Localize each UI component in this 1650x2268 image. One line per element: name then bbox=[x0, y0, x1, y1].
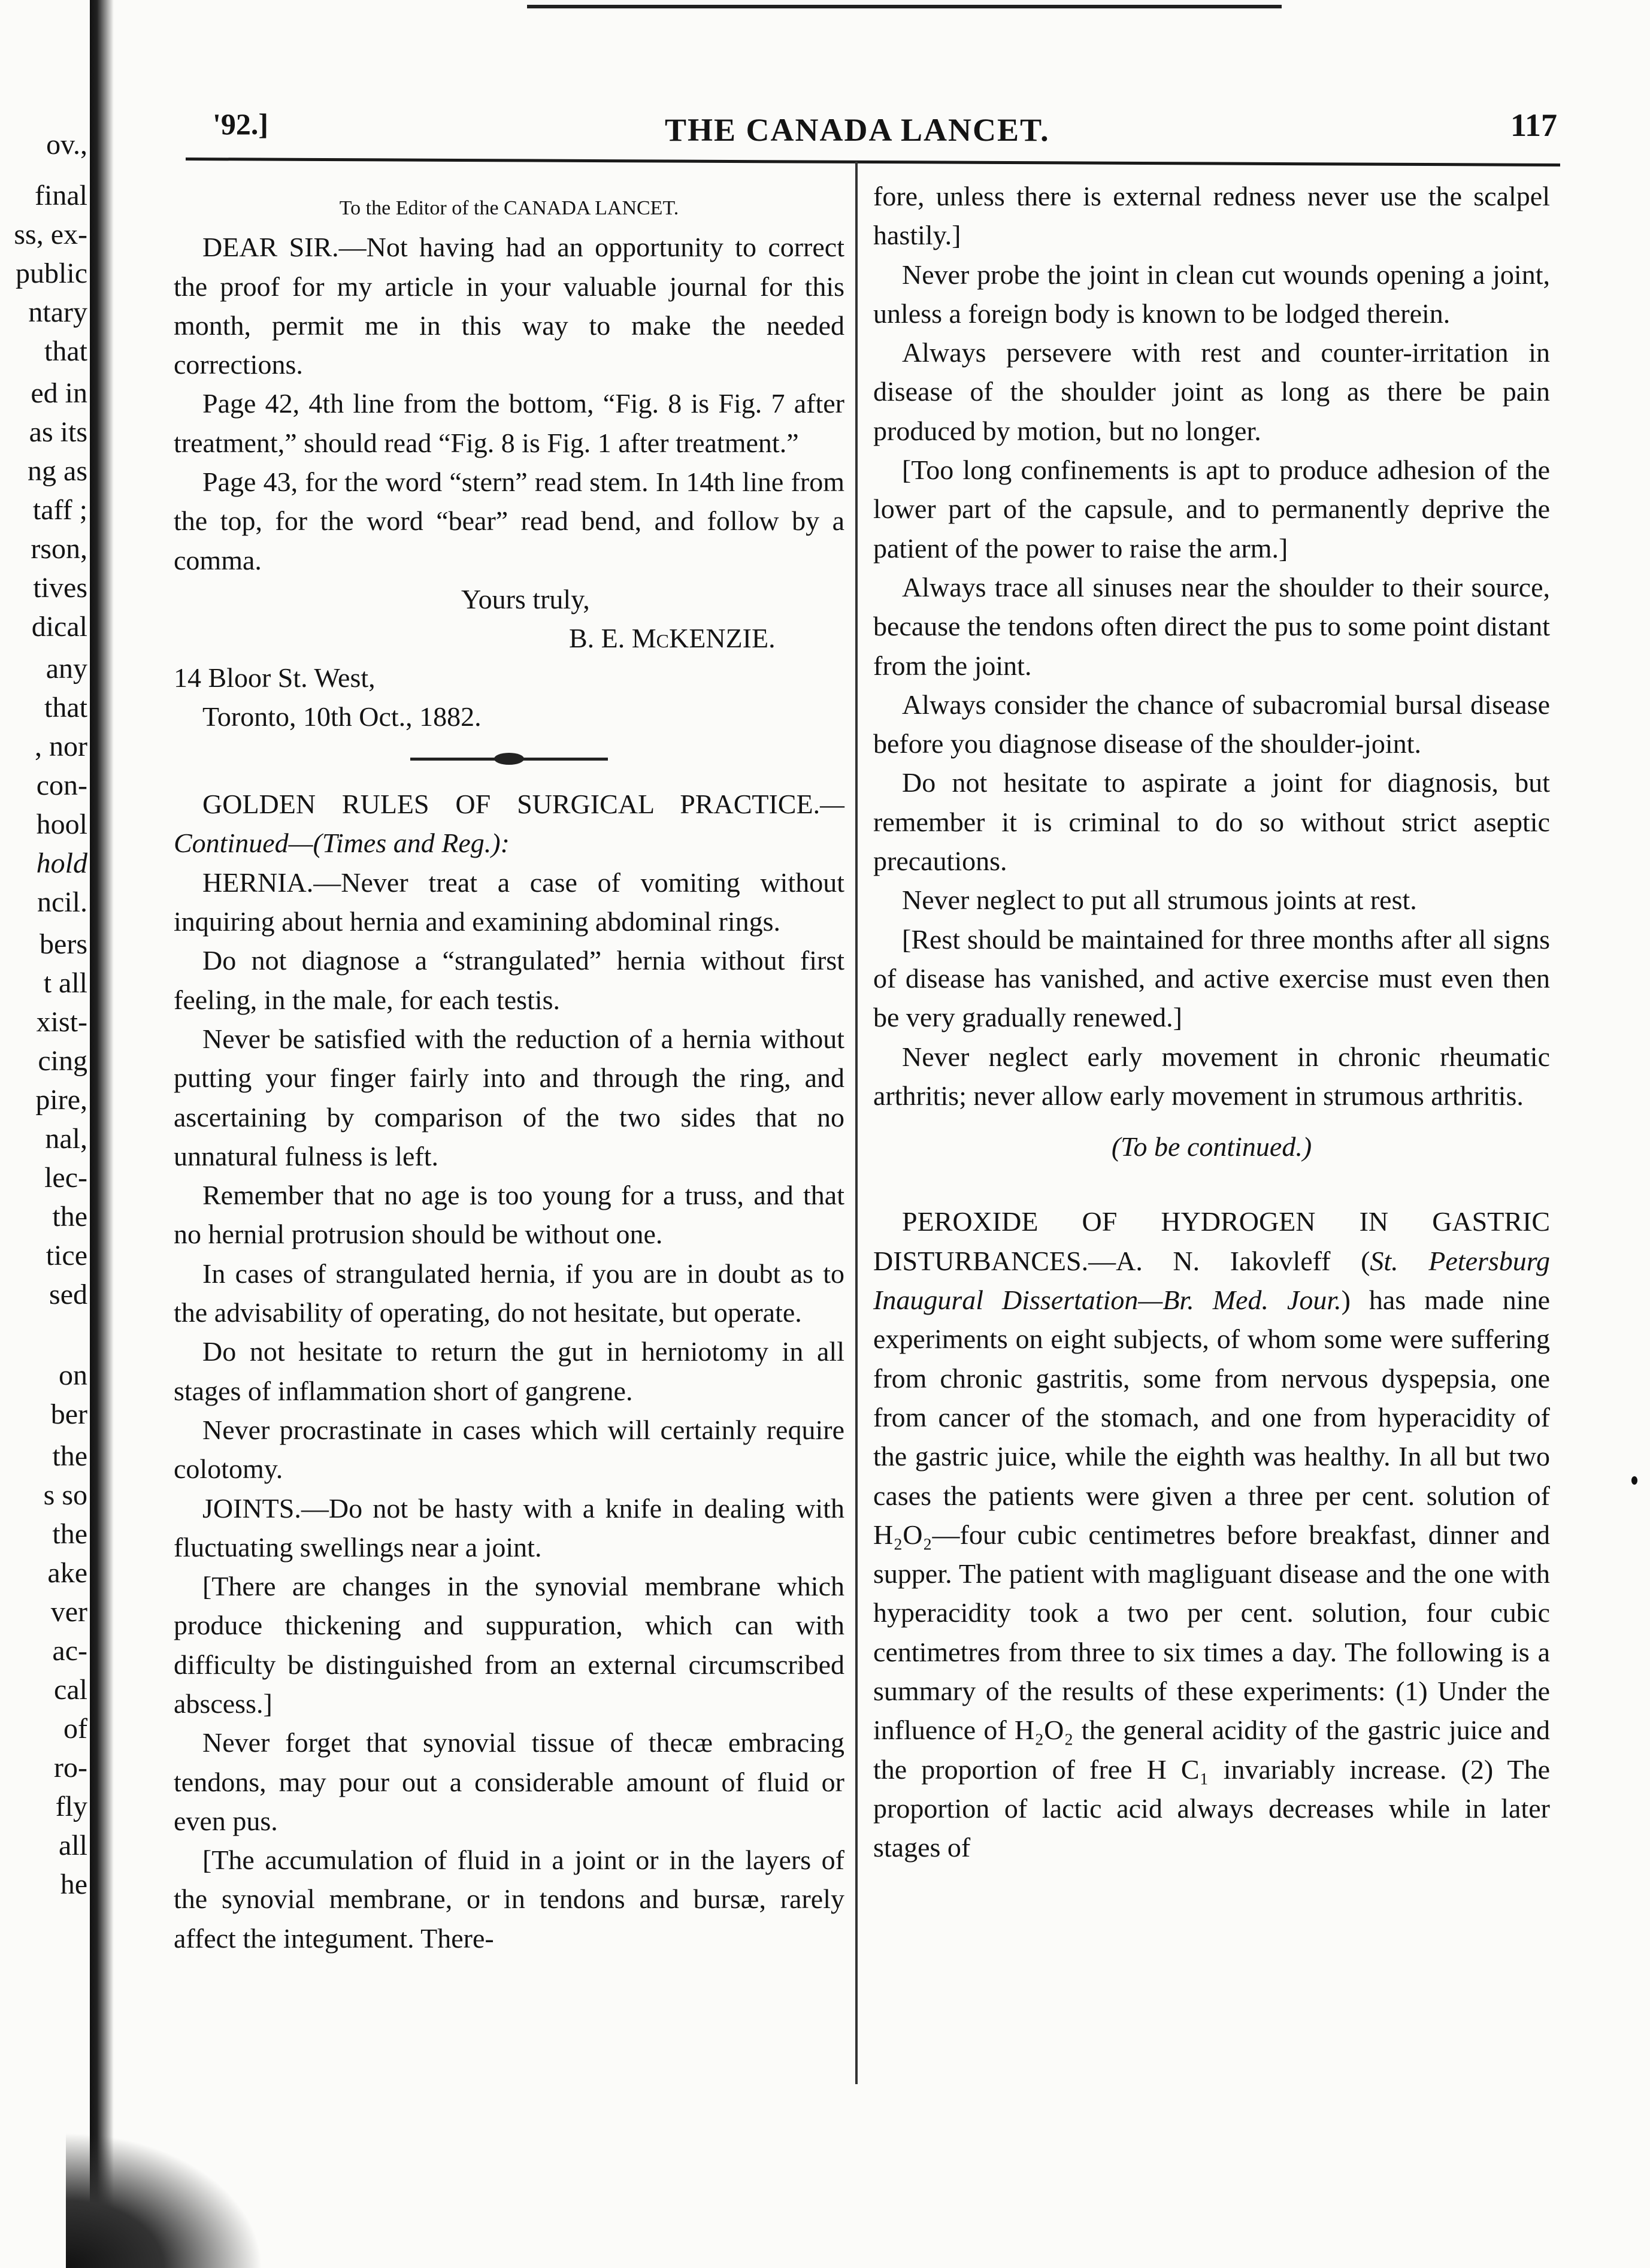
letter-paragraph: Page 42, 4th line from the bottom, “Fig. 8 is Fig. 7 after treatment,” should read “Fig. 8 is Fig. 1 after treatment.” bbox=[174, 388, 844, 458]
section-heading: GOLDEN RULES OF SURGICAL PRACTICE.—Continued—(Times and Reg.): bbox=[174, 789, 844, 859]
margin-fragment: all bbox=[59, 1830, 87, 1861]
letter-paragraph: DEAR SIR.—Not having had an opportunity to correct the proof for my article in your valuable journal for this month, permit me in this way to make the needed corrections. bbox=[174, 232, 844, 380]
header-rule bbox=[186, 158, 1560, 166]
right-column bbox=[873, 177, 1550, 1867]
rule-paragraph: Remember that no age is too young for a truss, and that no hernial protrusion should be without one. bbox=[174, 1180, 844, 1250]
journal-title: THE CANADA LANCET. bbox=[665, 112, 1050, 148]
stray-mark bbox=[1631, 1476, 1637, 1485]
margin-fragment: the bbox=[52, 1518, 87, 1550]
margin-fragment: tice bbox=[46, 1240, 87, 1271]
rule-paragraph: [Rest should be maintained for three months after all signs of disease has vanished, and active exercise must even then be very gradually renewed.] bbox=[873, 923, 1550, 1033]
article-source: St. Petersburg Inaugural Dissertation—Br. Med. Jour. bbox=[873, 1245, 1550, 1316]
letter-closing: Yours truly, bbox=[461, 583, 590, 614]
page-corner-shadow bbox=[66, 2132, 264, 2268]
letter-paragraph: Page 43, for the word “stern” read stem. In 14th line from the top, for the word “bear” read bend, and follow by a comma. bbox=[174, 467, 844, 576]
margin-fragment: xist- bbox=[36, 1006, 87, 1038]
header-year: '92.] bbox=[213, 107, 269, 141]
rule-paragraph: HERNIA.—Never treat a case of vomiting without inquiring about hernia and examining abdominal rings. bbox=[174, 867, 844, 937]
margin-fragment: on bbox=[59, 1359, 87, 1391]
page-binding-shadow bbox=[90, 0, 114, 2268]
rule-paragraph: [The accumulation of fluid in a joint or in the layers of the synovial membrane, or in tendons and bursæ, rarely affect the integument. There- bbox=[174, 1845, 844, 1954]
margin-fragment: cing bbox=[38, 1045, 87, 1077]
margin-fragment: con- bbox=[36, 770, 87, 801]
rule-paragraph: In cases of strangulated hernia, if you are in doubt as to the advisability of operating, do not hesitate, but operate. bbox=[174, 1258, 844, 1328]
rule-paragraph: fore, unless there is external redness never use the scalpel hastily.] bbox=[873, 181, 1550, 251]
letter-date: Toronto, 10th Oct., 1882. bbox=[202, 701, 482, 732]
margin-fragment: cal bbox=[54, 1674, 87, 1706]
left-column bbox=[174, 189, 844, 1958]
margin-fragment: final bbox=[35, 180, 87, 211]
rule-paragraph: Never forget that synovial tissue of thecæ embracing tendons, may pour out a considerable amount of fluid or even pus. bbox=[174, 1727, 844, 1836]
margin-fragment: ro- bbox=[54, 1752, 87, 1783]
section-divider bbox=[410, 758, 608, 761]
margin-fragment: ake bbox=[47, 1557, 87, 1589]
margin-fragment: ov., bbox=[46, 129, 87, 161]
margin-fragment: he bbox=[60, 1869, 87, 1900]
rule-paragraph: JOINTS.—Do not be hasty with a knife in dealing with fluctuating swellings near a joint. bbox=[174, 1492, 844, 1563]
margin-fragment: any bbox=[46, 653, 87, 685]
letter-address: 14 Bloor St. West, bbox=[174, 662, 376, 693]
margin-fragment: sed bbox=[49, 1279, 87, 1310]
margin-fragment: nal, bbox=[45, 1123, 87, 1155]
margin-fragment: taff ; bbox=[32, 494, 87, 526]
margin-fragment: ntary bbox=[28, 296, 87, 328]
margin-fragment: as its bbox=[29, 416, 87, 448]
rule-paragraph: Never neglect early movement in chronic rheumatic arthritis; never allow early movement in strumous arthritis. bbox=[873, 1041, 1550, 1111]
rule-paragraph: Do not hesitate to return the gut in herniotomy in all stages of inflammation short of gangrene. bbox=[174, 1336, 844, 1406]
margin-fragment: rson, bbox=[31, 533, 87, 565]
margin-fragment: dical bbox=[31, 611, 87, 643]
rule-paragraph: Never probe the joint in clean cut wounds opening a joint, unless a foreign body is known to be lodged therein. bbox=[873, 259, 1550, 329]
letter-heading: To the Editor of the CANADA LANCET. bbox=[339, 197, 679, 219]
margin-fragment: that bbox=[44, 335, 87, 367]
article-heading: PEROXIDE OF HYDROGEN IN GASTRIC DISTURBANCES. bbox=[873, 1206, 1550, 1276]
rule-paragraph: Never neglect to put all strumous joints at rest. bbox=[902, 885, 1417, 916]
article-paragraph: PEROXIDE OF HYDROGEN IN GASTRIC DISTURBANCES.—A. N. Iakovleff (St. Petersburg Inaugural Dissertation—Br. Med. Jour.) has made nine experiments on eight subjects, of whom some were suffering from chronic gastritis, some from nervous dyspepsia, one from cancer of the stomach, and one from hyperacidity of the gastric juice, while the eighth was healthy. In all but two cases the patients were given a three per cent. solution of H₂O₂—four cubic centimetres before breakfast, dinner and supper. The patient with magliguant disease and the one with hyperacidity took a two per cent. solution, four cubic centimetres from three to six times a day. The following is a summary of the results of these experiments: (1) Under the influence of H₂O₂ the general acidity of the gastric juice and the proportion of free H C₁ invariably increase. (2) The proportion of lactic acid always decreases while in later stages of bbox=[873, 1206, 1550, 1863]
top-edge-rule bbox=[527, 5, 1282, 8]
margin-fragment: ber bbox=[50, 1398, 87, 1430]
margin-fragment: ncil. bbox=[37, 886, 87, 918]
page-number: 117 bbox=[1510, 107, 1557, 143]
margin-fragment: s so bbox=[43, 1479, 87, 1511]
continued-note: (To be continued.) bbox=[1111, 1131, 1312, 1162]
running-header bbox=[180, 107, 1557, 155]
margin-fragment: ng as bbox=[28, 455, 87, 487]
margin-fragment: ed in bbox=[31, 377, 87, 409]
margin-fragment: pire, bbox=[35, 1084, 87, 1116]
rule-paragraph: [Too long confinements is apt to produce adhesion of the lower part of the capsule, and to permanently deprive the patient of the power to raise the arm.] bbox=[873, 455, 1550, 564]
margin-fragment: ver bbox=[50, 1596, 87, 1628]
margin-fragment: hold bbox=[36, 847, 87, 879]
margin-fragment: that bbox=[44, 692, 87, 723]
margin-fragment: fly bbox=[55, 1791, 87, 1822]
margin-fragment: lec- bbox=[44, 1162, 87, 1194]
margin-fragment: ac- bbox=[52, 1635, 87, 1667]
rule-paragraph: Never procrastinate in cases which will certainly require colotomy. bbox=[174, 1414, 844, 1485]
rule-paragraph: [There are changes in the synovial membrane which produce thickening and suppuration, which can with difficulty be distinguished from an external circumscribed abscess.] bbox=[174, 1571, 844, 1719]
rule-paragraph: Always consider the chance of subacromial bursal disease before you diagnose disease of the shoulder-joint. bbox=[873, 689, 1550, 759]
letter-signature: B. E. McKENZIE. bbox=[569, 623, 776, 654]
margin-fragment: bers bbox=[40, 928, 87, 960]
margin-fragment: public bbox=[16, 258, 87, 289]
margin-fragment: t all bbox=[43, 967, 87, 999]
margin-fragment: , nor bbox=[35, 731, 87, 762]
margin-fragment: tives bbox=[33, 572, 87, 604]
column-rule bbox=[855, 162, 858, 2084]
margin-fragment: the bbox=[52, 1201, 87, 1233]
rule-paragraph: Do not hesitate to aspirate a joint for diagnosis, but remember it is criminal to do so without strict aseptic precautions. bbox=[873, 767, 1550, 877]
salutation: DEAR SIR. bbox=[202, 232, 339, 263]
margin-fragment: of bbox=[63, 1713, 87, 1745]
rule-paragraph: Always trace all sinuses near the shoulder to their source, because the tendons often direct the pus to some point distant from the joint. bbox=[873, 571, 1550, 681]
rule-paragraph: Do not diagnose a “strangulated” hernia without first feeling, in the male, for each testis. bbox=[174, 945, 844, 1015]
margin-fragment: the bbox=[52, 1440, 87, 1472]
margin-fragment: hool bbox=[36, 809, 87, 840]
rule-paragraph: Always persevere with rest and counter-irritation in disease of the shoulder joint as long as there be pain produced by motion, but no longer. bbox=[873, 337, 1550, 446]
rule-paragraph: Never be satisfied with the reduction of a hernia without putting your finger fairly into and through the ring, and ascertaining by comparison of the two sides that no unnatural fulness is left. bbox=[174, 1023, 844, 1171]
margin-fragment: ss, ex- bbox=[14, 219, 87, 250]
